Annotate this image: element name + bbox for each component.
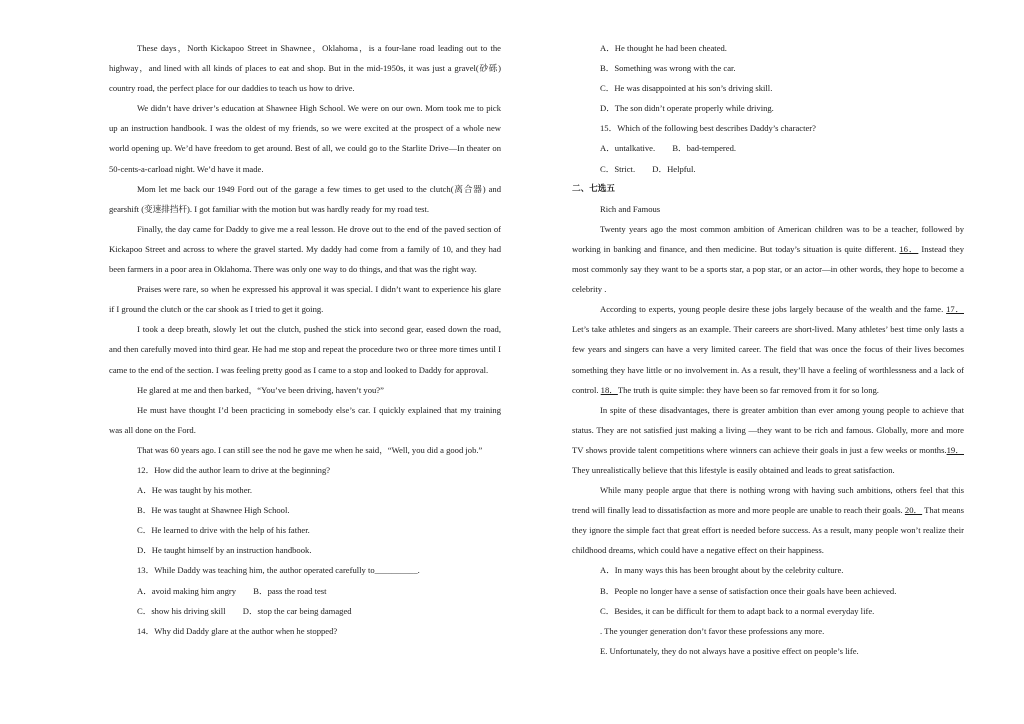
option-line: C．He was disappointed at his son’s driving skill. [600, 83, 773, 94]
option-line: C．Strict. D．Helpful. [600, 163, 696, 174]
option-line: A．He thought he had been cheated. [600, 43, 727, 53]
blank-17: 17． [946, 304, 964, 315]
option-line: D．He taught himself by an instruction handbook. [137, 545, 312, 556]
option-line: B．Something was wrong with the car. [600, 63, 736, 74]
blank-19: 19． [946, 444, 964, 455]
passage-paragraph [572, 219, 964, 299]
choice-e: E. Unfortunately, they do not always have a positive effect on people’s life. [600, 645, 859, 656]
option-line: A．He was taught by his mother. [137, 485, 253, 496]
question-15: 15．Which of the following best describes Daddy’s character? [600, 123, 816, 134]
paragraph-text: In spite of these disadvantages, there is greater ambition than ever among young people to achieve that status. They are not satisfied just making a living —they want to be rich and famous. Globally, more and more TV shows provide talent competitions where winners can achieve their goals in just a few weeks or months. [572, 404, 964, 455]
paragraph-text: While many people argue that there is nothing wrong with having such ambitions, others feel that this trend will finally lead to dissatisfaction as more and more people are unable to reach their goals. [572, 485, 964, 516]
blank-18: 18． [600, 384, 618, 395]
option-line: A．avoid making him angry B．pass the road test [137, 585, 327, 596]
option-line: A．untalkative. B．bad-tempered. [600, 143, 737, 154]
choice-b: B．People no longer have a sense of satisfaction once their goals have been achieved. [600, 585, 897, 596]
blank-20: 20． [904, 505, 923, 516]
paragraph-text: That means they ignore the simple fact that great effort is needed before success. As a result, many people won’t realize their childhood dreams, which could have a negative effect on their happiness. [572, 505, 964, 556]
passage-paragraph [572, 400, 964, 480]
section-heading: 二、七选五 [572, 183, 615, 194]
passage-paragraph [572, 480, 964, 560]
passage-title: Rich and Famous [600, 203, 661, 214]
choice-d: . The younger generation don’t favor these professions any more. [600, 625, 825, 636]
passage-paragraph: I took a deep breath, slowly let out the clutch, pushed the stick into second gear, eased down the road, and then carefully moved into third gear. He had me stop and repeat the procedure two or three more times until I came to the end of the section. I was feeling pretty good as I came to a stop and looked to Daddy for approval. [109, 324, 501, 375]
question-14: 14．Why did Daddy glare at the author when he stopped? [137, 625, 338, 636]
choice-a: A．In many ways this has been brought about by the celebrity culture. [600, 565, 844, 576]
passage-paragraph: Finally, the day came for Daddy to give me a real lesson. He drove out to the end of the paved section of Kickapoo Street and across to where the gravel started. My daddy had come from a family of 10, and they had been farmers in a poor area in Oklahoma. There was only one way to do things, and that was the right way. [109, 223, 501, 275]
option-line: C．show his driving skill D．stop the car being damaged [137, 605, 352, 616]
question-13: 13．While Daddy was teaching him, the author operated carefully to__________. [137, 565, 420, 576]
passage-paragraph: He must have thought I’d been practicing in somebody else’s car. I quickly explained that my training was all done on the Ford. [109, 404, 501, 435]
left-column [109, 38, 501, 641]
paragraph-text: Instead they most commonly say they want to be a sports star, a pop star, or an actor—in other words, they hope to become a celebrity . [572, 243, 964, 295]
passage-paragraph: That was 60 years ago. I can still see the nod he gave me when he said，“Well, you did a good job.” [137, 444, 483, 455]
passage-paragraph: These days，North Kickapoo Street in Shawnee，Oklahoma，is a four-lane road leading out to the highway，and lined with all kinds of places to eat and shop. But in the mid-1950s, it was just a gravel(砂砾) country road, the perfect place for our daddies to teach us how to drive. [109, 43, 501, 94]
option-line: C．He learned to drive with the help of his father. [137, 525, 310, 536]
right-column [572, 38, 964, 661]
passage-paragraph: Praises were rare, so when he expressed his approval it was special. I didn’t want to experience his glare if I ground the clutch or the car shook as I tried to get it going. [109, 284, 501, 315]
option-line: D．The son didn’t operate properly while driving. [600, 103, 774, 114]
paragraph-text: The truth is quite simple: they have been so far removed from it for so long. [617, 384, 879, 395]
passage-paragraph: He glared at me and then barked，“You’ve been driving, haven’t you?” [137, 384, 384, 395]
paragraph-text: Twenty years ago the most common ambition of American children was to be a teacher, followed by working in banking and finance, and then medicine. But today’s situation is quite different. [572, 223, 964, 254]
passage-paragraph [572, 299, 964, 399]
paragraph-text: They unrealistically believe that this lifestyle is easily obtained and leads to great satisfaction. [572, 464, 895, 475]
choice-c: C．Besides, it can be difficult for them to adapt back to a normal everyday life. [600, 605, 875, 616]
paragraph-text: Let’s take athletes and singers as an example. Their careers are short-lived. Many athletes’ best time only lasts a few years and singers can have a very limited career. The field that was once the focus of their lives becomes something they have little or no involvement in. As a result, they’ll have a feeling of worthlessness and a lack of control. [572, 324, 964, 395]
blank-16: 16． [899, 243, 919, 254]
option-line: B．He was taught at Shawnee High School. [137, 505, 290, 516]
paragraph-text: According to experts, young people desire these jobs largely because of the wealth and the fame. [600, 304, 944, 315]
passage-paragraph: We didn’t have driver’s education at Shawnee High School. We were on our own. Mom took me to pick up an instruction handbook. I was the oldest of my friends, so we were excited at the prospect of a whole new world opening up. We’d have freedom to get around. Best of all, we could go to the Starlite Drive—In theater on 50-cents-a-carload night. We’d have it made. [109, 103, 501, 174]
passage-paragraph: Mom let me back our 1949 Ford out of the garage a few times to get used to the clutch(离合器) and gearshift (变速排挡杆). I got familiar with the motion but was hardly ready for my road test. [109, 183, 501, 214]
question-12: 12．How did the author learn to drive at the beginning? [137, 464, 331, 475]
